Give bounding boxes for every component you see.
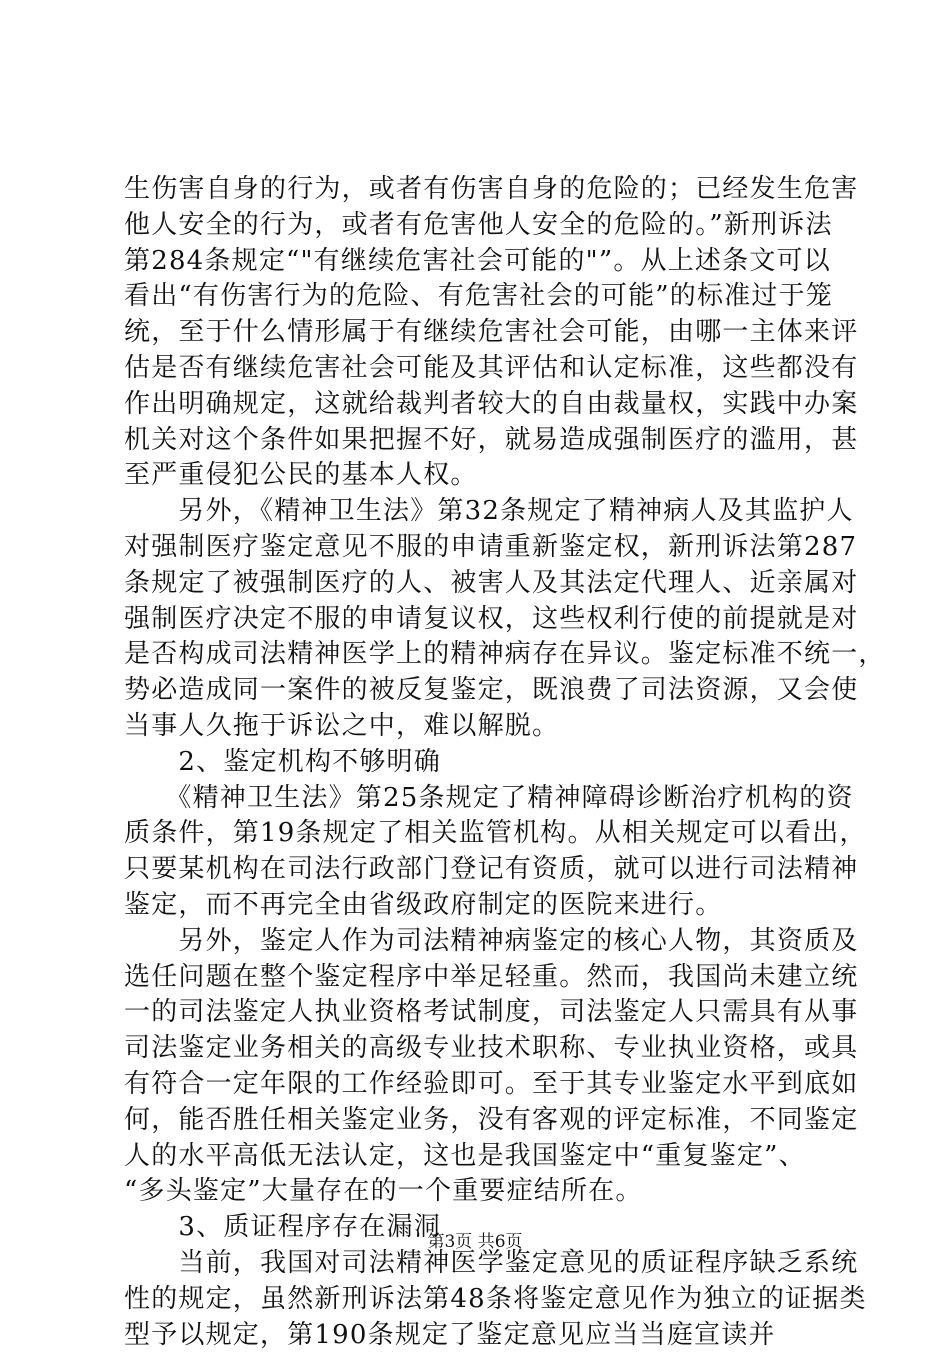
text-line: 另外，《精神卫生法》第32条规定了精神病人及其监护人 xyxy=(124,494,844,530)
text-line: 3、质证程序存在漏洞 xyxy=(124,1210,844,1246)
text-line: 当前，我国对司法精神医学鉴定意见的质证程序缺乏系统 xyxy=(124,1246,844,1282)
text-line: 第284条规定“"有继续危害社会可能的"”。从上述条文可以 xyxy=(124,244,844,280)
text-line: “多头鉴定”大量存在的一个重要症结所在。 xyxy=(124,1174,844,1210)
text-line: 只要某机构在司法行政部门登记有资质，就可以进行司法精神 xyxy=(124,852,844,888)
text-line: 司法鉴定业务相关的高级专业技术职称、专业执业资格，或具 xyxy=(124,1031,844,1067)
text-line: 势必造成同一案件的被反复鉴定，既浪费了司法资源，又会使 xyxy=(124,673,844,709)
text-line: 鉴定，而不再完全由省级政府制定的医院来进行。 xyxy=(124,888,844,924)
text-line: 2、鉴定机构不够明确 xyxy=(124,745,844,781)
text-line: 性的规定，虽然新刑诉法第48条将鉴定意见作为独立的证据类 xyxy=(124,1282,844,1318)
text-line: 强制医疗决定不服的申请复议权，这些权利行使的前提就是对 xyxy=(124,602,844,638)
text-line: 统，至于什么情形属于有继续危害社会可能，由哪一主体来评 xyxy=(124,315,844,351)
text-line: 当事人久拖于诉讼之中，难以解脱。 xyxy=(124,709,844,745)
text-line: 一的司法鉴定人执业资格考试制度，司法鉴定人只需具有从事 xyxy=(124,995,844,1031)
text-line: 对强制医疗鉴定意见不服的申请重新鉴定权，新刑诉法第287 xyxy=(124,530,844,566)
text-line: 作出明确规定，这就给裁判者较大的自由裁量权，实践中办案 xyxy=(124,387,844,423)
text-line: 估是否有继续危害社会可能及其评估和认定标准，这些都没有 xyxy=(124,351,844,387)
text-line: 人的水平高低无法认定，这也是我国鉴定中“重复鉴定”、 xyxy=(124,1139,844,1175)
text-line: 有符合一定年限的工作经验即可。至于其专业鉴定水平到底如 xyxy=(124,1067,844,1103)
text-line: 机关对这个条件如果把握不好，就易造成强制医疗的滥用，甚 xyxy=(124,423,844,459)
text-line: 看出“有伤害行为的危险、有危害社会的可能”的标准过于笼 xyxy=(124,279,844,315)
text-line: 至严重侵犯公民的基本人权。 xyxy=(124,458,844,494)
page-footer: 第3页 共6页 xyxy=(0,1230,950,1254)
text-line: 何，能否胜任相关鉴定业务，没有客观的评定标准，不同鉴定 xyxy=(124,1103,844,1139)
text-line: 是否构成司法精神医学上的精神病存在异议。鉴定标准不统一， xyxy=(124,637,844,673)
text-line: 生伤害自身的行为，或者有伤害自身的危险的；已经发生危害 xyxy=(124,172,844,208)
text-line: 另外，鉴定人作为司法精神病鉴定的核心人物，其资质及 xyxy=(124,924,844,960)
text-line: 《精神卫生法》第25条规定了精神障碍诊断治疗机构的资 xyxy=(124,781,844,817)
text-line: 型予以规定，第190条规定了鉴定意见应当当庭宣读并 xyxy=(124,1318,844,1353)
text-line: 质条件，第19条规定了相关监管机构。从相关规定可以看出， xyxy=(124,816,844,852)
text-line: 条规定了被强制医疗的人、被害人及其法定代理人、近亲属对 xyxy=(124,566,844,602)
text-line: 选任问题在整个鉴定程序中举足轻重。然而，我国尚未建立统 xyxy=(124,960,844,996)
text-line: 他人安全的行为，或者有危害他人安全的危险的。”新刑诉法 xyxy=(124,208,844,244)
body-text xyxy=(124,172,844,1353)
